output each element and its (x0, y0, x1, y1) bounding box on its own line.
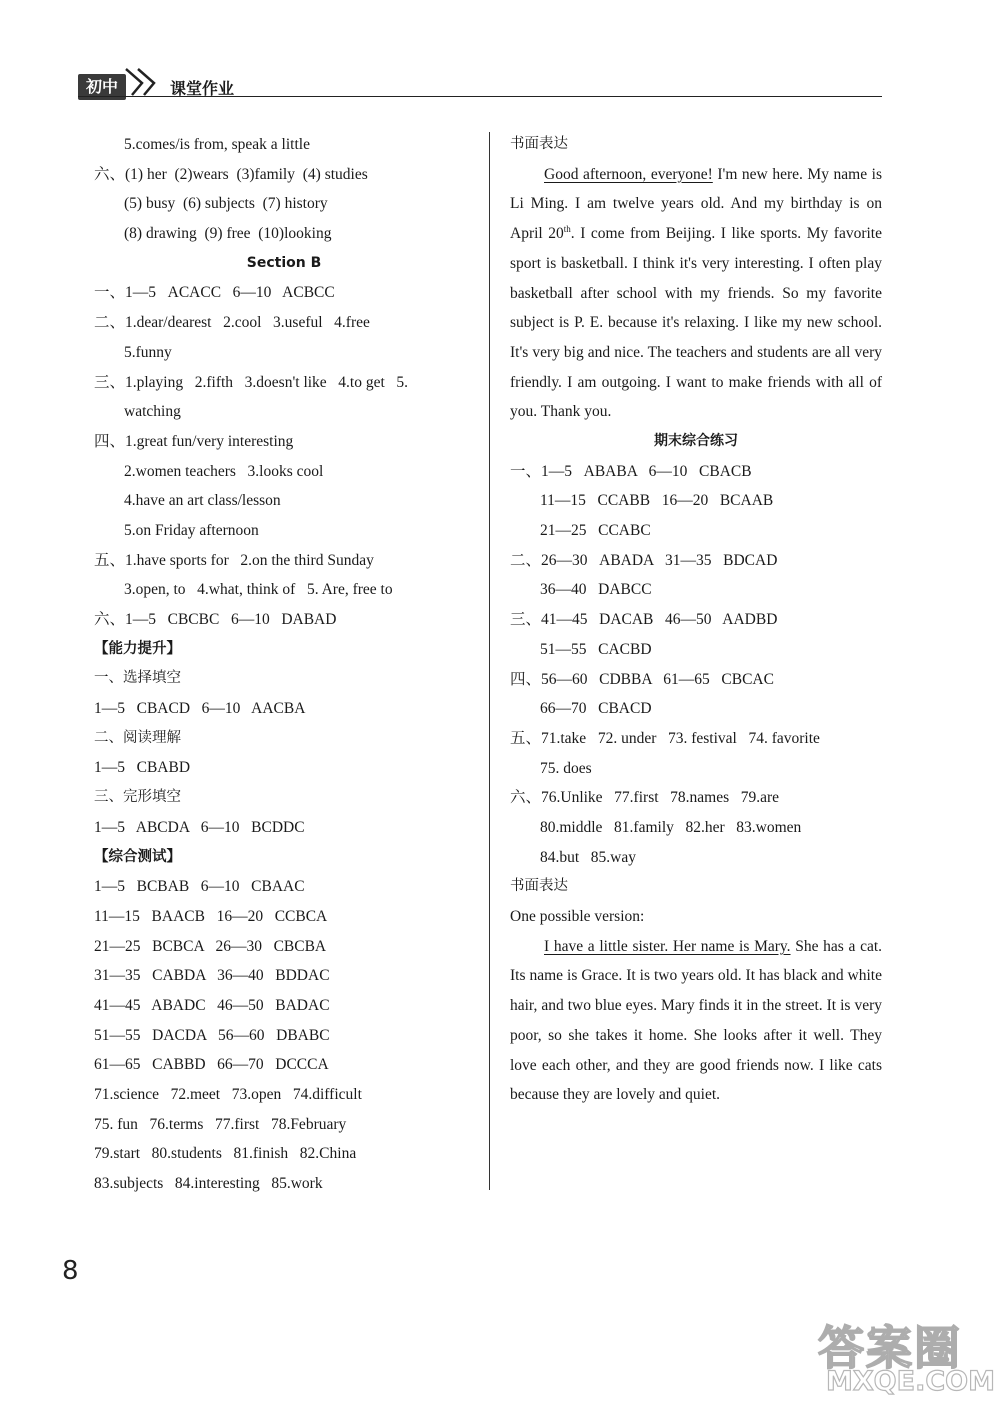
answer-line: 71.science 72.meet 73.open 74.difficult (94, 1086, 362, 1103)
answer-line: 1—5 ABCDA 6—10 BCDDC (94, 818, 305, 836)
answer-line: 11—15 BAACB 16—20 CCBCA (94, 907, 328, 925)
answer-line: 六、1—5 CBCBC 6—10 DABAD (94, 611, 337, 628)
answer-line: 5.comes/is from, speak a little (124, 136, 310, 153)
answer-line: 1—5 CBABD (94, 759, 191, 777)
header-rule (78, 96, 882, 97)
answer-line: (5) busy (6) subjects (7) history (124, 195, 328, 213)
answer-line: 四、56—60 CDBBA 61—65 CBCAC (510, 670, 774, 688)
page-header (78, 58, 882, 100)
answer-line: 三、1.playing 2.fifth 3.doesn't like 4.to get 5. (94, 373, 409, 391)
answer-line: Section B (246, 254, 322, 271)
answer-line: 二、1.dear/dearest 2.cool 3.useful 4.free (94, 314, 370, 332)
answer-line: 1—5 CBACD 6—10 AACBA (94, 700, 306, 718)
answer-line: 二、26—30 ABADA 31—35 BDCAD (510, 551, 778, 569)
answer-line: 1—5 BCBAB 6—10 CBAAC (94, 878, 305, 896)
answer-line: 21—25 BCBCA 26—30 CBCBA (94, 937, 327, 955)
answer-line: 11—15 CCABB 16—20 BCAAB (540, 492, 774, 510)
brand-label: 初中 (78, 74, 126, 100)
answer-line: 83.subjects 84.interesting 85.work (94, 1175, 323, 1193)
answer-line: 3.open, to 4.what, think of 5. Are, free to (124, 581, 393, 599)
answer-line: 【综合测试】 (94, 848, 181, 865)
answer-line: 一、选择填空 (94, 670, 181, 687)
answer-line: 51—55 CACBD (540, 640, 652, 658)
watermark-chars: 答案圈 (818, 1321, 962, 1375)
answer-line: 三、41—45 DACAB 46—50 AADBD (510, 611, 778, 629)
answer-line: 【能力提升】 (94, 640, 181, 657)
answer-line: (8) drawing (9) free (10)looking (124, 225, 332, 243)
answer-column-right (510, 130, 882, 1110)
answer-line: 一、1—5 ACACC 6—10 ACBCC (94, 284, 335, 302)
answer-line: 二、阅读理解 (94, 729, 181, 746)
answer-line: 一、1—5 ABABA 6—10 CBACB (510, 462, 752, 480)
answer-line: 75. does (540, 759, 592, 777)
answer-line: watching (124, 403, 181, 421)
essay-text-cont: . I come from Beijing. I like sports. My favorite sport is basketball. I think it's very interesting. I often play basketball after school with my friends. So my favorite subject is P. E. because it's relaxing. I like my new school. It's very big and nice. The teachers and students are all very friendly. I am outgoing. I want to make friends with all of you. Thank you. (510, 225, 882, 421)
essay-text: I'm new here. My name is Li Ming. I am twelve years old. And my birthday is on April 20 (510, 165, 882, 243)
answer-line: 4.have an art class/lesson (124, 492, 281, 510)
answer-line: 51—55 DACDA 56—60 DBABC (94, 1026, 330, 1044)
writing-heading-2: 书面表达 (510, 878, 568, 895)
ordinal-suffix: th (563, 223, 571, 234)
double-chevron-icon (122, 65, 166, 99)
answer-line: 31—35 CABDA 36—40 BDDAC (94, 967, 330, 985)
answer-line: 79.start 80.students 81.finish 82.China (94, 1145, 357, 1163)
writing-essay-1 (510, 160, 882, 427)
watermark-url: MXQE.COM (826, 1366, 995, 1397)
possible-version-label: One possible version: (510, 908, 645, 926)
header-title: 课堂作业 (170, 78, 235, 98)
answer-line: 41—45 ABADC 46—50 BADAC (94, 996, 330, 1014)
answer-line: 75. fun 76.terms 77.first 78.February (94, 1115, 347, 1133)
answer-line: 三、完形填空 (94, 789, 181, 806)
answer-line: 66—70 CBACD (540, 700, 652, 718)
answer-line: 5.funny (124, 343, 172, 361)
answer-column-left (94, 130, 474, 1199)
answer-line: 六、(1) her (2)wears (3)family (4) studies (94, 165, 368, 183)
essay-opening-underlined: Good afternoon, everyone! (544, 165, 713, 183)
writing-essay-2 (510, 932, 882, 1110)
answer-line: 五、1.have sports for 2.on the third Sunday (94, 551, 374, 569)
answer-line: 84.but 85.way (540, 848, 637, 866)
answer-line: 80.middle 81.family 82.her 83.women (540, 818, 802, 836)
answer-line: 2.women teachers 3.looks cool (124, 462, 324, 480)
answer-line: 六、76.Unlike 77.first 78.names 79.are (510, 789, 780, 807)
answer-line: 5.on Friday afternoon (124, 521, 259, 539)
writing-heading: 书面表达 (510, 136, 568, 152)
answer-line: 36—40 DABCC (540, 581, 652, 599)
final-practice-answers (510, 457, 882, 873)
answer-line: 四、1.great fun/very interesting (94, 432, 294, 450)
page-number: 8 (62, 1256, 79, 1286)
answer-line: 五、71.take 72. under 73. festival 74. favorite (510, 729, 820, 747)
column-divider (489, 132, 490, 1190)
essay2-opening-underlined: I have a little sister. Her name is Mary. (544, 937, 791, 955)
answer-line: 61—65 CABBD 66—70 DCCCA (94, 1056, 329, 1074)
final-practice-heading: 期末综合练习 (654, 433, 738, 450)
watermark-logo (818, 1312, 995, 1402)
essay2-text: She has a cat. Its name is Grace. It is two years old. It has black and white hair, and two blue eyes. Mary finds it in the street. It is very poor, so she takes it home. She looks after it well. They love each other, and they are good friends now. I like cats because they are lovely and quiet. (510, 937, 883, 1104)
answer-line: 21—25 CCABC (540, 522, 651, 540)
